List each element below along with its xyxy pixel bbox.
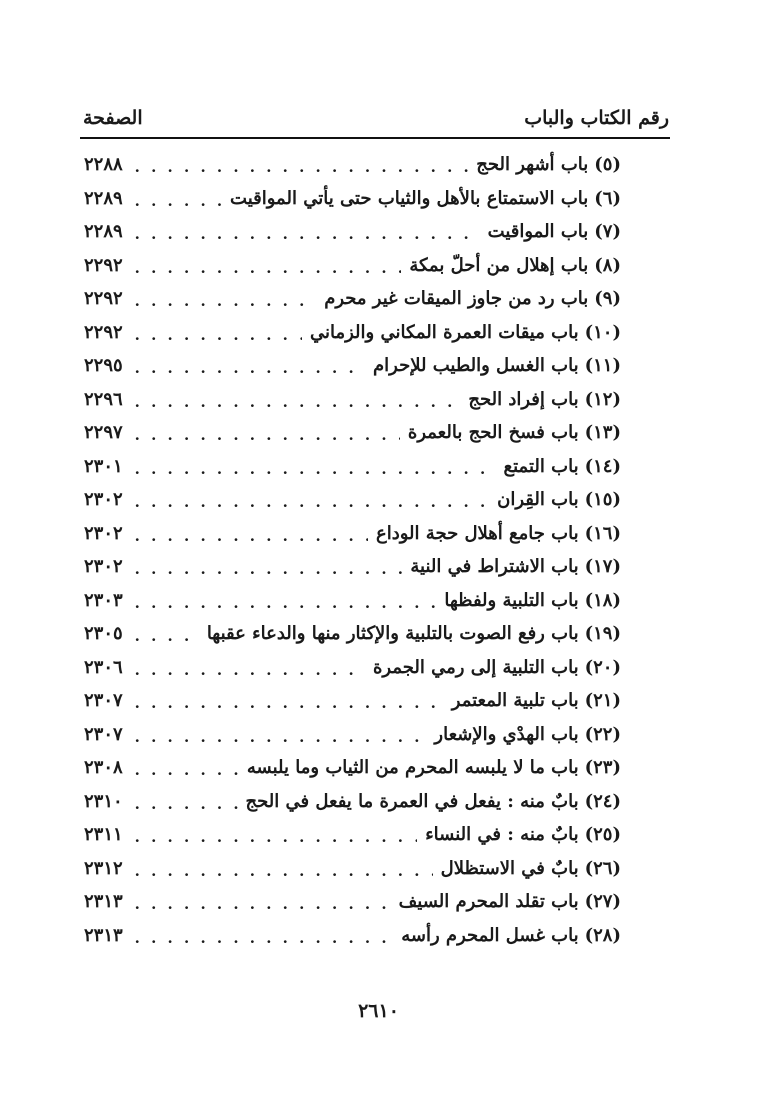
toc-entry [84, 383, 621, 417]
entry-title: باب الغسل والطيب للإحرام [373, 355, 579, 377]
toc-header [83, 103, 669, 133]
entry-title: باب إفراد الحج [468, 388, 579, 410]
entry-number: (٨) [594, 254, 621, 276]
entry-number: (٥) [594, 154, 621, 176]
entry-number: (٢١) [584, 690, 621, 712]
toc-entry [84, 651, 621, 685]
entry-title: باب ميقات العمرة المكاني والزماني [309, 321, 579, 343]
dot-leader [135, 221, 480, 242]
toc-entry [84, 182, 621, 216]
entry-page-number: ٢٣٠٦ [84, 656, 123, 678]
entry-title: باب الاستمتاع بالأهل والثياب حتى يأتي المواقيت [230, 187, 589, 209]
entry-title: باب إهلال من أحلّ بمكة [409, 254, 589, 276]
header-rule [80, 137, 670, 139]
dot-leader [135, 858, 433, 879]
entry-title: باب الاشتراط في النية [410, 556, 579, 578]
entry-page-number: ٢٣١٣ [84, 891, 123, 913]
entry-number: (١١) [584, 355, 621, 377]
dot-leader [135, 422, 400, 443]
entry-number: (٢٨) [584, 924, 621, 946]
entry-title: باب أشهر الحج [476, 154, 589, 176]
entry-page-number: ٢٣٠٧ [84, 723, 123, 745]
entry-number: (١٢) [584, 388, 621, 410]
entry-page-number: ٢٣٠٢ [84, 522, 123, 544]
page-column-heading: الصفحة [83, 107, 143, 129]
dot-leader [135, 523, 368, 544]
entry-page-number: ٢٢٩٦ [84, 388, 123, 410]
entry-title: باب التلبية إلى رمي الجمرة [373, 656, 579, 678]
entry-page-number: ٢٢٨٨ [84, 154, 123, 176]
entry-number: (١٦) [584, 522, 621, 544]
entry-page-number: ٢٢٩٢ [84, 288, 123, 310]
toc-entry [84, 718, 621, 752]
entry-page-number: ٢٣٠٧ [84, 690, 123, 712]
dot-leader [135, 925, 394, 946]
dot-leader [135, 556, 403, 577]
toc-entry [84, 416, 621, 450]
entry-page-number: ٢٣١٠ [84, 790, 123, 812]
entry-number: (٢٥) [584, 824, 621, 846]
page-number: ٢٦١٠ [358, 1000, 399, 1022]
entry-page-number: ٢٣٠٣ [84, 589, 123, 611]
entry-number: (١٤) [584, 455, 621, 477]
toc-entry [84, 282, 621, 316]
toc-entry [84, 919, 621, 953]
dot-leader [135, 657, 365, 678]
toc-entry [84, 249, 621, 283]
entry-number: (٧) [594, 221, 621, 243]
entry-title: باب القِران [497, 489, 579, 511]
entry-number: (١٠) [584, 321, 621, 343]
toc-entry [84, 550, 621, 584]
entry-number: (١٣) [584, 422, 621, 444]
entry-page-number: ٢٢٩٥ [84, 355, 123, 377]
toc-entry [84, 818, 621, 852]
entry-title: بابٌ منه : يفعل في العمرة ما يفعل في الحج [245, 790, 579, 812]
dot-leader [135, 322, 302, 343]
dot-leader [135, 791, 238, 812]
entry-number: (٢٧) [584, 891, 621, 913]
entry-page-number: ٢٢٨٩ [84, 187, 123, 209]
entry-number: (٢٤) [584, 790, 621, 812]
toc-list [84, 148, 621, 952]
toc-entry [84, 215, 621, 249]
entry-page-number: ٢٣١٣ [84, 924, 123, 946]
entry-page-number: ٢٢٩٢ [84, 321, 123, 343]
entry-number: (١٨) [584, 589, 621, 611]
dot-leader [135, 188, 222, 209]
entry-number: (٢٦) [584, 857, 621, 879]
entry-title: باب رفع الصوت بالتلبية والإكثار منها والدعاء عقبها [206, 623, 579, 645]
entry-page-number: ٢٢٩٢ [84, 254, 123, 276]
entry-number: (٢٣) [584, 757, 621, 779]
dot-leader [135, 690, 444, 711]
toc-entry [84, 316, 621, 350]
entry-title: باب الهدْي والإشعار [434, 723, 579, 745]
toc-entry [84, 852, 621, 886]
toc-entry [84, 349, 621, 383]
entry-number: (٦) [594, 187, 621, 209]
entry-page-number: ٢٣٠١ [84, 455, 123, 477]
entry-page-number: ٢٣١٢ [84, 857, 123, 879]
toc-entry [84, 584, 621, 618]
entry-title: باب تقلد المحرم السيف [398, 891, 579, 913]
entry-title: باب تلبية المعتمر [451, 690, 579, 712]
entry-title: باب التلبية ولفظها [444, 589, 579, 611]
entry-title: باب غسل المحرم رأسه [401, 924, 579, 946]
toc-entry [84, 450, 621, 484]
entry-page-number: ٢٢٩٧ [84, 422, 123, 444]
entry-page-number: ٢٣٠٨ [84, 757, 123, 779]
entry-page-number: ٢٣٠٢ [84, 556, 123, 578]
entry-page-number: ٢٣٠٢ [84, 489, 123, 511]
toc-entry [84, 684, 621, 718]
dot-leader [135, 824, 418, 845]
entry-title: باب فسخ الحج بالعمرة [407, 422, 579, 444]
dot-leader [135, 456, 496, 477]
toc-entry [84, 483, 621, 517]
toc-entry [84, 785, 621, 819]
entry-title: بابٌ في الاستظلال [440, 857, 579, 879]
dot-leader [135, 590, 437, 611]
dot-leader [135, 757, 239, 778]
dot-leader [135, 355, 365, 376]
dot-leader [135, 724, 427, 745]
entry-number: (٢٢) [584, 723, 621, 745]
toc-entry [84, 148, 621, 182]
dot-leader [135, 255, 402, 276]
dot-leader [135, 489, 489, 510]
toc-entry [84, 751, 621, 785]
entry-page-number: ٢٣٠٥ [84, 623, 123, 645]
entry-number: (٩) [594, 288, 621, 310]
chapter-column-heading: رقم الكتاب والباب [524, 107, 669, 129]
entry-number: (١٥) [584, 489, 621, 511]
entry-number: (١٧) [584, 556, 621, 578]
dot-leader [135, 389, 461, 410]
toc-entry [84, 885, 621, 919]
entry-title: باب رد من جاوز الميقات غير محرم [324, 288, 589, 310]
dot-leader [135, 154, 469, 175]
entry-title: بابٌ منه : في النساء [425, 824, 579, 846]
entry-page-number: ٢٢٨٩ [84, 221, 123, 243]
toc-entry [84, 517, 621, 551]
dot-leader [135, 288, 317, 309]
entry-title: باب المواقيت [487, 221, 589, 243]
entry-title: باب ما لا يلبسه المحرم من الثياب وما يلبسه [246, 757, 579, 779]
entry-page-number: ٢٣١١ [84, 824, 123, 846]
toc-entry [84, 617, 621, 651]
entry-title: باب التمتع [503, 455, 579, 477]
entry-number: (٢٠) [584, 656, 621, 678]
dot-leader [135, 623, 199, 644]
entry-number: (١٩) [584, 623, 621, 645]
dot-leader [135, 891, 391, 912]
entry-title: باب جامع أهلال حجة الوداع [376, 522, 579, 544]
